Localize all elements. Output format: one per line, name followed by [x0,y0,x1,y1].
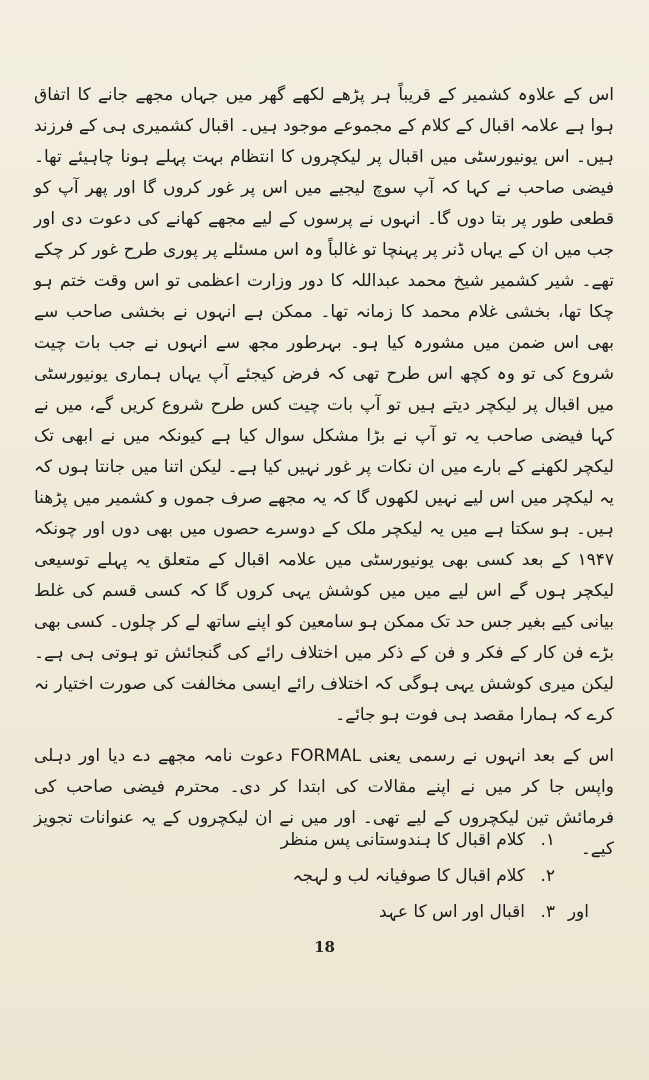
page-number: 18 [314,938,335,956]
list-item-title: کلام اقبال کا صوفیانہ لب و لہجہ [292,866,525,886]
paragraph-1: اس کے علاوہ کشمیر کے قریباً ہر پڑھے لکھے گھر میں جہاں مجھے جانے کا اتفاق ہوا ہے علامہ اقبال کے کلام کے مجموعے موجود ہیں۔ اقبال کشمیری ہی کے فرزند ہیں۔ اس یونیورسٹی میں اقبال پر لیکچروں کا انتظام بہت پہلے ہونا چاہیئے تھا۔ فیضی صاحب نے کہا کہ آپ سوچ لیجیے میں اس پر غور کروں گا اور پھر آپ کو قطعی طور پر بتا دوں گا۔ انہوں نے پرسوں کے لیے مجھے کھانے کی دعوت دی اور جب میں ان کے یہاں ڈنر پر پہنچا تو غالباً وہ اس مسئلے پر پوری طرح غور کر چکے تھے۔ شیر کشمیر شیخ محمد عبداللہ کا دور وزارت اعظمی تو اس وقت ختم ہو چکا تھا، بخشی غلام محمد کا زمانہ تھا۔ ممکن ہے انہوں نے بخشی صاحب سے بھی اس ضمن میں مشورہ کیا ہو۔ بہرطور مجھ سے انہوں نے جب بات چیت شروع کی تو وہ کچھ اس طرح تھی کہ فرض کیجئے آپ یہاں ہماری یونیورسٹی میں اقبال پر لیکچر دیتے ہیں تو آپ بات چیت کس طرح شروع کریں گے، میں نے کہا فیضی صاحب یہ تو آپ نے بڑا مشکل سوال کیا ہے کیونکہ میں نے ابھی تک لیکچر لکھنے کے بارے میں ان نکات پر غور نہیں کیا ہے۔ لیکن اتنا میں جانتا ہوں کہ یہ لیکچر میں اس لیے نہیں لکھوں گا کہ یہ مجھے صرف جموں و کشمیر میں پڑھنا ہیں۔ ہو سکتا ہے میں یہ لیکچر ملک کے دوسرے حصوں میں بھی دوں اور چونکہ ۱۹۴۷ کے بعد کسی بھی یونیورسٹی میں علامہ اقبال کے متعلق یہ پہلے توسیعی لیکچر ہوں گے اس لیے میں میں کوشش یہی کروں گا کہ کسی قسم کی غلط بیانی کیے بغیر جس حد تک ممکن ہو سامعین کو اپنے ساتھ لے کر چلوں۔ کسی بھی بڑے فن کار کے فکر و فن کے ذکر میں اختلاف رائے کی گنجائش تو ہوتی ہی ہے۔ لیکن میری کوشش یہی ہوگی کہ اختلاف رائے ایسی مخالفت کی صورت اختیار نہ کرے کہ ہمارا مقصد ہی فوت ہو جائے۔ [34,85,614,725]
list-item-number: ۳. [540,902,555,922]
body-text [34,80,614,865]
list-item-prefix: اور [567,902,589,922]
list-item [149,822,589,858]
lecture-list [149,822,589,930]
list-item-number: ۱. [540,830,555,850]
list-item-title: اقبال اور اس کا عہد [378,902,525,922]
paragraph-2: اس کے بعد انہوں نے رسمی یعنی FORMAL دعوت نامہ مجھے دے دیا اور دہلی واپس جا کر میں نے اپنے مقالات کی ابتدا کر دی۔ محترم فیضی صاحب کی فرمائش تین لیکچروں کے لیے تھی۔ اور میں نے ان لیکچروں کے یہ عنوانات تجویز کیے۔ [34,746,614,859]
list-item-number: ۲. [540,866,555,886]
list-item [149,894,589,930]
list-item-title: کلام اقبال کا ہندوستانی پس منظر [280,830,525,850]
list-item [149,858,589,894]
